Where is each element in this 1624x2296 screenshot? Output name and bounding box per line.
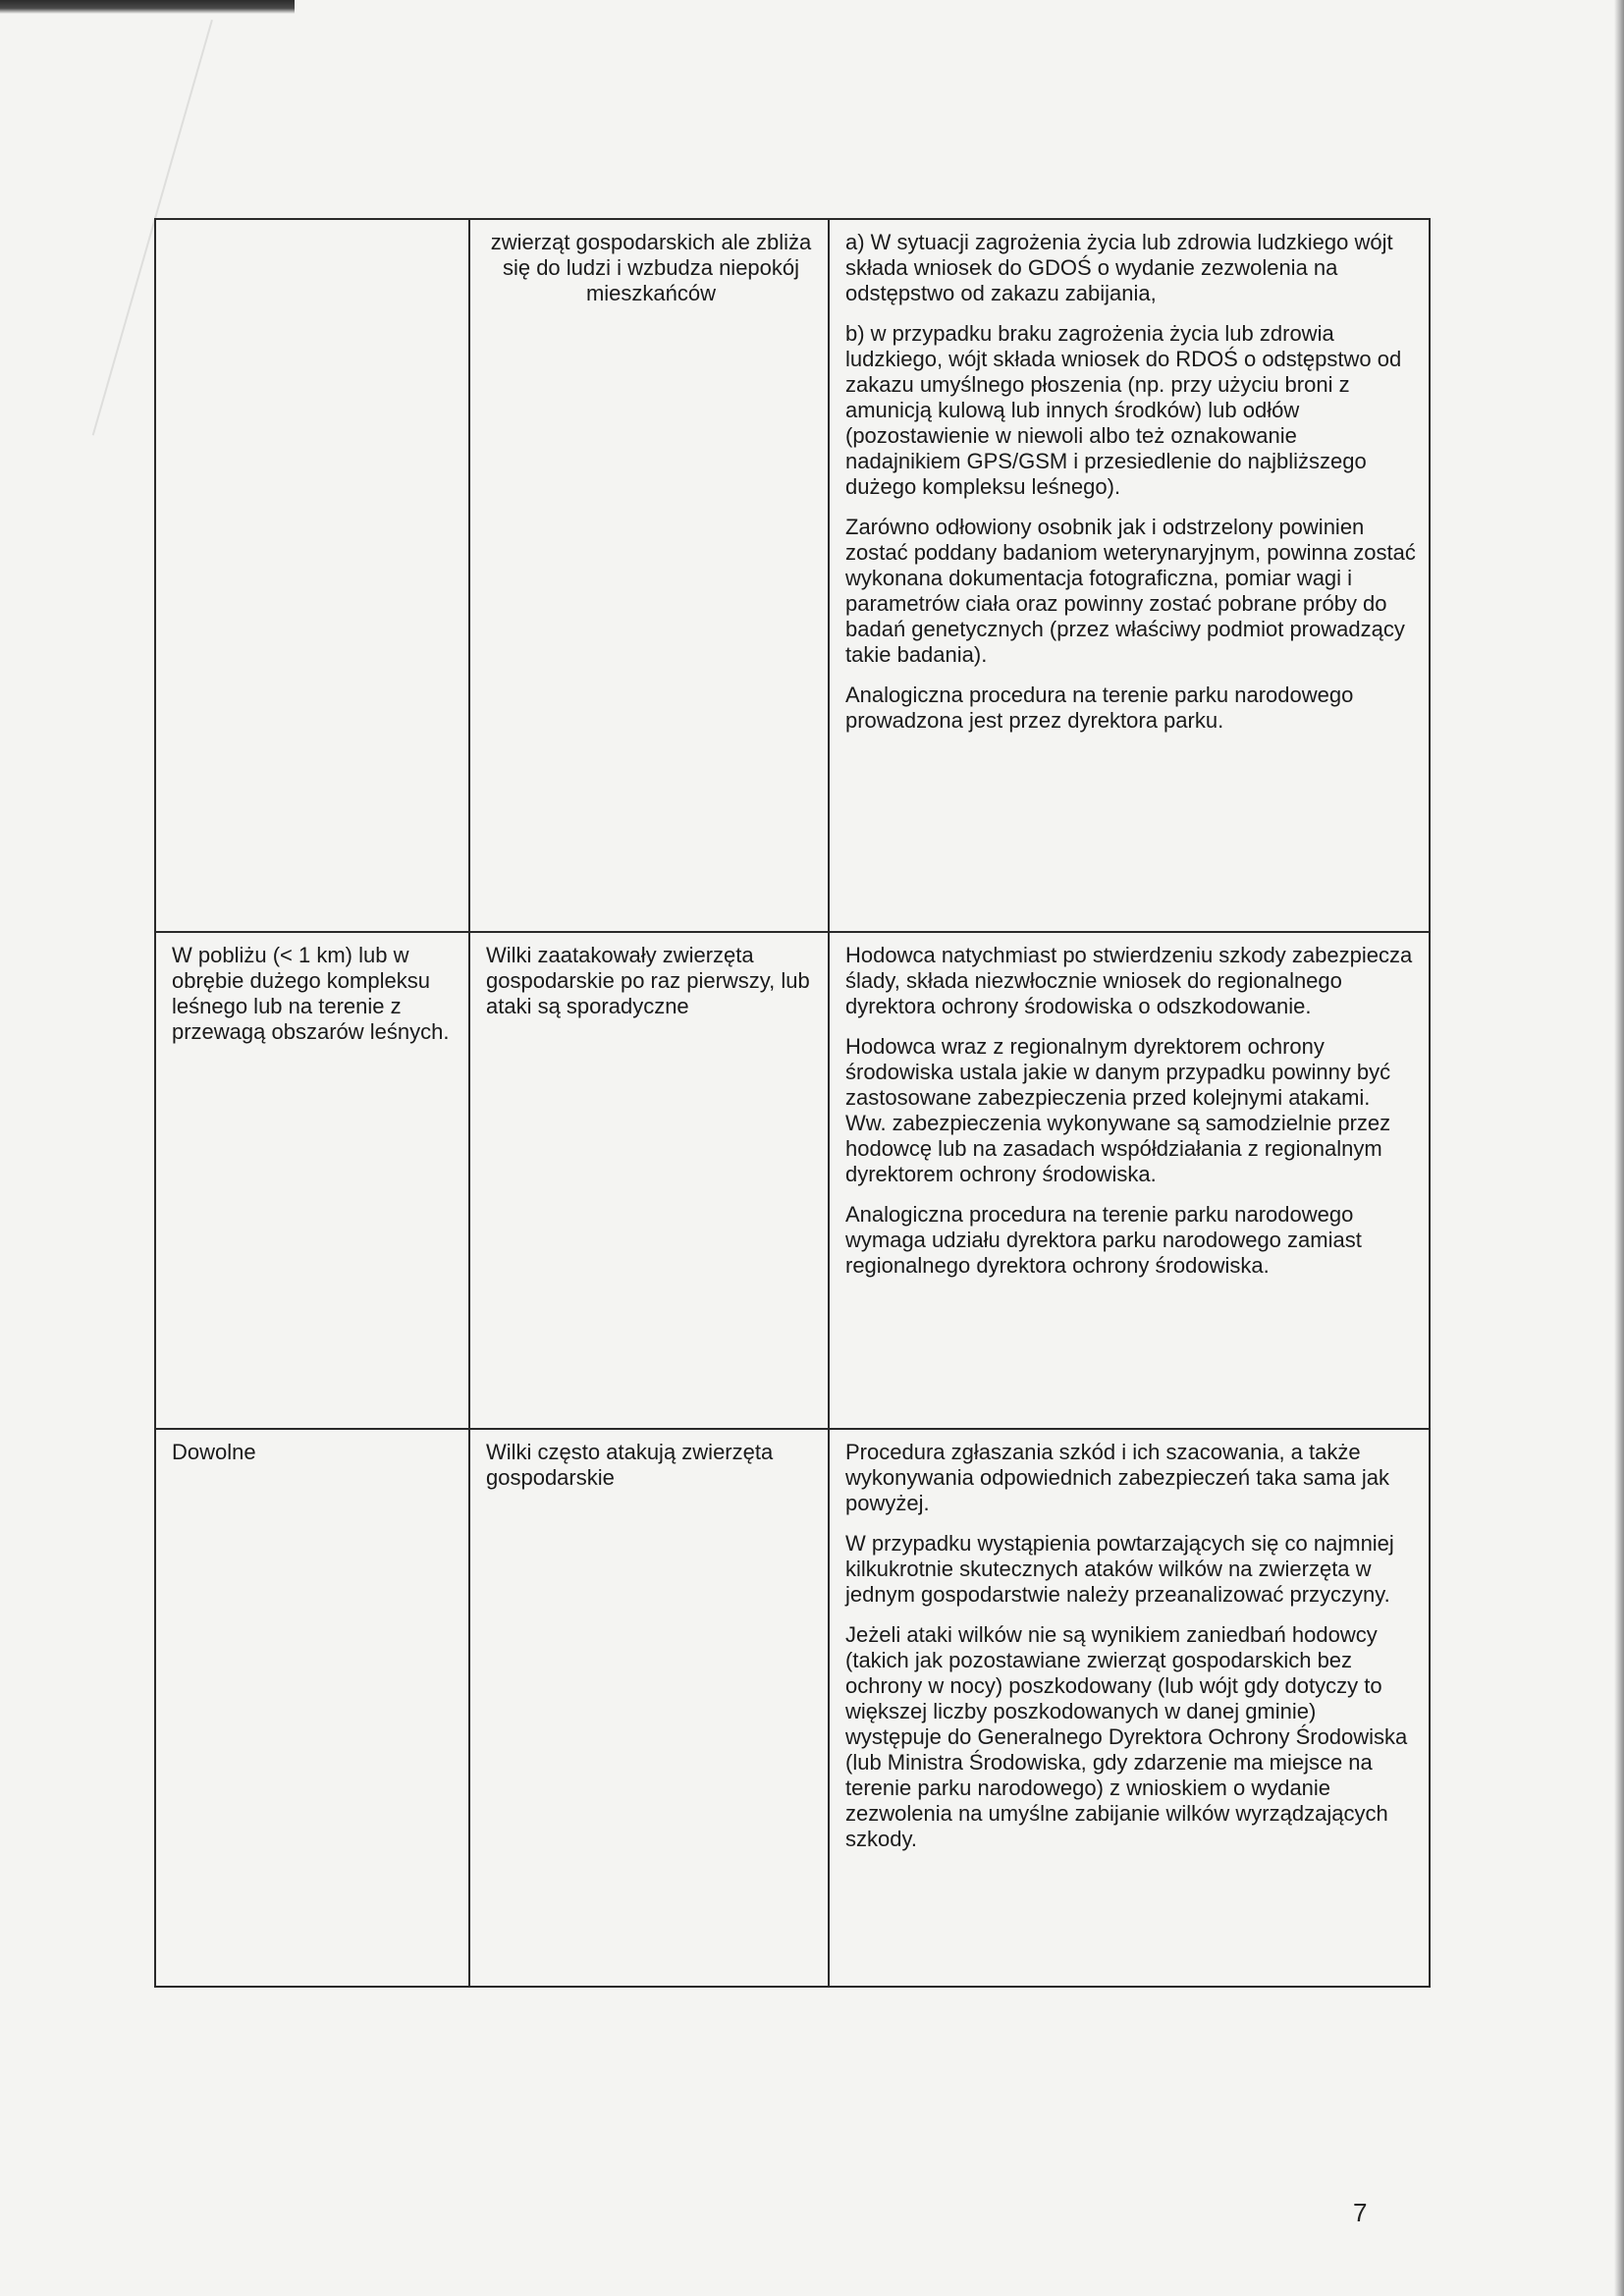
action-cell <box>829 219 1430 932</box>
action-cell <box>829 1429 1430 1987</box>
action-paragraph: Jeżeli ataki wilków nie są wynikiem zaniedbań hodowcy (takich jak pozostawiane zwierząt gospodarskich bez ochrony w nocy) poszkodowany (lub wójt gdy dotyczy to większej liczby poszkodowanych w danej gminie) występuje do Generalnego Dyrektora Ochrony Środowiska (lub Ministra Środowiska, gdy zdarzenie ma miejsce na terenie parku narodowego) z wnioskiem o wydanie zezwolenia na umyślne zabijanie wilków wyrządzających szkody. <box>845 1622 1408 1851</box>
page-number: 7 <box>1353 2198 1368 2227</box>
action-paragraph: Analogiczna procedura na terenie parku narodowego wymaga udziału dyrektora parku narodowego zamiast regionalnego dyrektora ochrony środowiska. <box>845 1202 1362 1278</box>
wolf-procedure-table <box>154 218 1431 1988</box>
location-cell: W pobliżu (< 1 km) lub w obrębie dużego kompleksu leśnego lub na terenie z przewagą obszarów leśnych. <box>155 932 469 1429</box>
table-row <box>155 219 1430 932</box>
situation-cell: Wilki zaatakowały zwierzęta gospodarskie po raz pierwszy, lub ataki są sporadyczne <box>469 932 829 1429</box>
action-paragraph: Procedura zgłaszania szkód i ich szacowania, a także wykonywania odpowiednich zabezpieczeń taka sama jak powyżej. <box>845 1440 1389 1515</box>
scan-edge-shadow <box>0 0 295 14</box>
action-paragraph: b) w przypadku braku zagrożenia życia lub zdrowia ludzkiego, wójt składa wniosek do RDOŚ o odstępstwo od zakazu umyślnego płoszenia (np. przy użyciu broni z amunicją kulową lub innych środków) lub odłów (pozostawienie w niewoli albo też oznakowanie nadajnikiem GPS/GSM i przesiedlenie do najbliższego dużego kompleksu leśnego). <box>845 321 1402 499</box>
action-paragraph: W przypadku wystąpienia powtarzających się co najmniej kilkukrotnie skutecznych ataków wilków na zwierzęta w jednym gospodarstwie należy przeanalizować przyczyny. <box>845 1531 1394 1607</box>
table-row <box>155 1429 1430 1987</box>
action-paragraph: Hodowca natychmiast po stwierdzeniu szkody zabezpiecza ślady, składa niezwłocznie wniosek do regionalnego dyrektora ochrony środowiska o odszkodowanie. <box>845 943 1413 1018</box>
location-cell: Dowolne <box>155 1429 469 1987</box>
situation-cell: Wilki często atakują zwierzęta gospodarskie <box>469 1429 829 1987</box>
scan-right-edge <box>1614 0 1624 2296</box>
action-paragraph: Hodowca wraz z regionalnym dyrektorem ochrony środowiska ustala jakie w danym przypadku powinny być zastosowane zabezpieczenia przed kolejnymi atakami. Ww. zabezpieczenia wykonywane są samodzielnie przez hodowcę lub na zasadach współdziałania z regionalnym dyrektorem ochrony środowiska. <box>845 1034 1391 1186</box>
action-cell <box>829 932 1430 1429</box>
action-paragraph: a) W sytuacji zagrożenia życia lub zdrowia ludzkiego wójt składa wniosek do GDOŚ o wydanie zezwolenia na odstępstwo od zakazu zabijania, <box>845 230 1393 305</box>
action-paragraph: Zarówno odłowiony osobnik jak i odstrzelony powinien zostać poddany badaniom weterynaryjnym, powinna zostać wykonana dokumentacja fotograficzna, pomiar wagi i parametrów ciała oraz powinny zostać pobrane próby do badań genetycznych (przez właściwy podmiot prowadzący takie badania). <box>845 515 1416 667</box>
situation-cell: zwierząt gospodarskich ale zbliża się do ludzi i wzbudza niepokój mieszkańców <box>469 219 829 932</box>
location-cell <box>155 219 469 932</box>
action-paragraph: Analogiczna procedura na terenie parku narodowego prowadzona jest przez dyrektora parku. <box>845 683 1354 733</box>
table-row <box>155 932 1430 1429</box>
